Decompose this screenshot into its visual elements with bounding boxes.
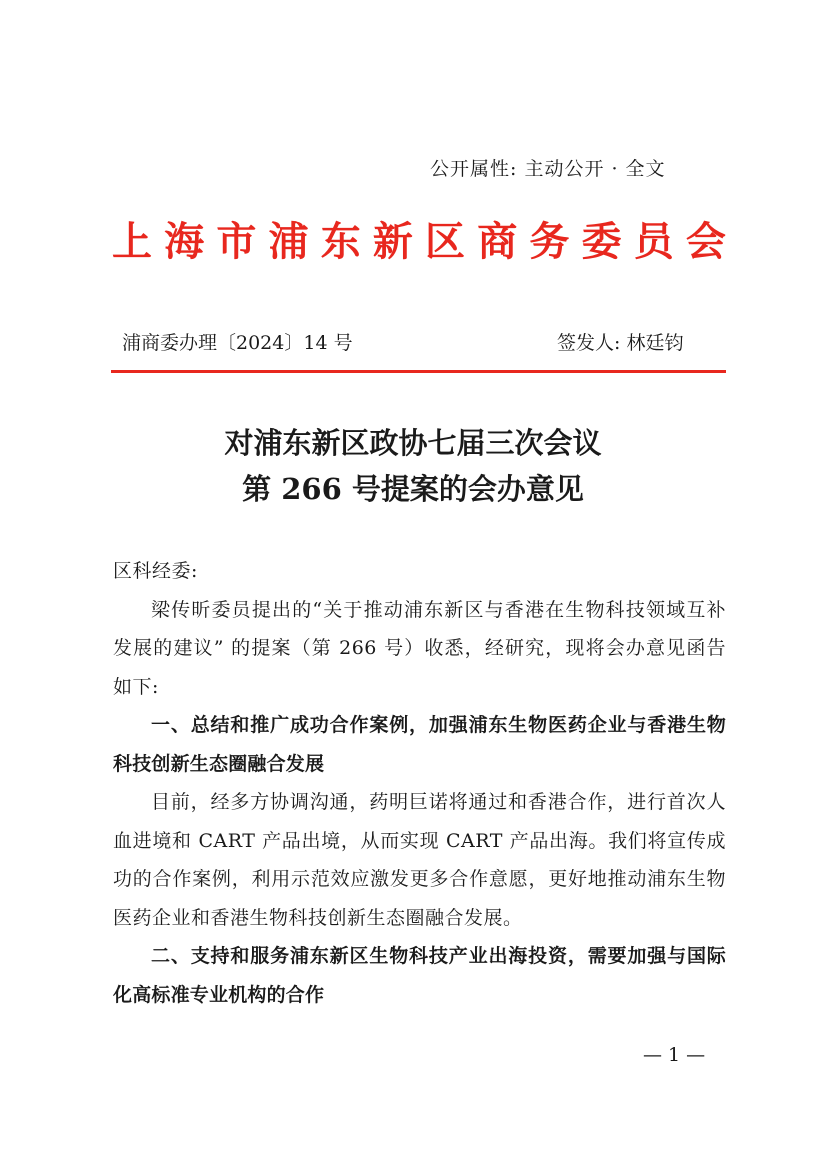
org-char: 商 (477, 218, 518, 265)
title-line-2: 第 266 号提案的会办意见 (242, 472, 584, 506)
org-char: 会 (685, 218, 726, 265)
issuing-organization (112, 214, 726, 270)
page-number: — 1 — (643, 1044, 706, 1066)
intro-paragraph: 梁传昕委员提出的“关于推动浦东新区与香港在生物科技领域互补发展的建议” 的提案（第 266 号）收悉，经研究，现将会办意见函告如下: (113, 598, 726, 698)
document-title (113, 420, 713, 512)
section-heading: 一、总结和推广成功合作案例，加强浦东生物医药企业与香港生物科技创新生态圈融合发展 (113, 714, 726, 775)
org-char: 浦 (268, 218, 309, 265)
org-char: 员 (633, 218, 674, 265)
org-char: 新 (372, 218, 413, 265)
org-char: 海 (164, 218, 205, 265)
section-paragraph: 目前，经多方协调沟通，药明巨诺将通过和香港合作，进行首次人血进境和 CART 产品出境，从而实现 CART 产品出海。我们将宣传成功的合作案例，利用示范效应激发更多合作意愿，更好地推动浦东生物医药企业和香港生物科技创新生态圈融合发展。 (113, 791, 726, 929)
org-char: 市 (216, 218, 257, 265)
disclosure-attribute: 公开属性: 主动公开 · 全文 (430, 158, 666, 180)
org-char: 东 (320, 218, 361, 265)
title-line-1: 对浦东新区政协七届三次会议 (224, 426, 602, 460)
org-char: 上 (112, 218, 152, 265)
org-char: 区 (425, 218, 466, 265)
org-char: 委 (581, 218, 622, 265)
section-heading: 二、支持和服务浦东新区生物科技产业出海投资，需要加强与国际化高标准专业机构的合作 (113, 945, 726, 1006)
document-body (113, 552, 726, 1014)
signer: 签发人: 林廷钧 (557, 332, 684, 354)
salutation: 区科经委: (113, 560, 198, 582)
document-number: 浦商委办理〔2024〕14 号 (122, 332, 353, 354)
org-char: 务 (529, 218, 570, 265)
red-divider (111, 370, 726, 373)
